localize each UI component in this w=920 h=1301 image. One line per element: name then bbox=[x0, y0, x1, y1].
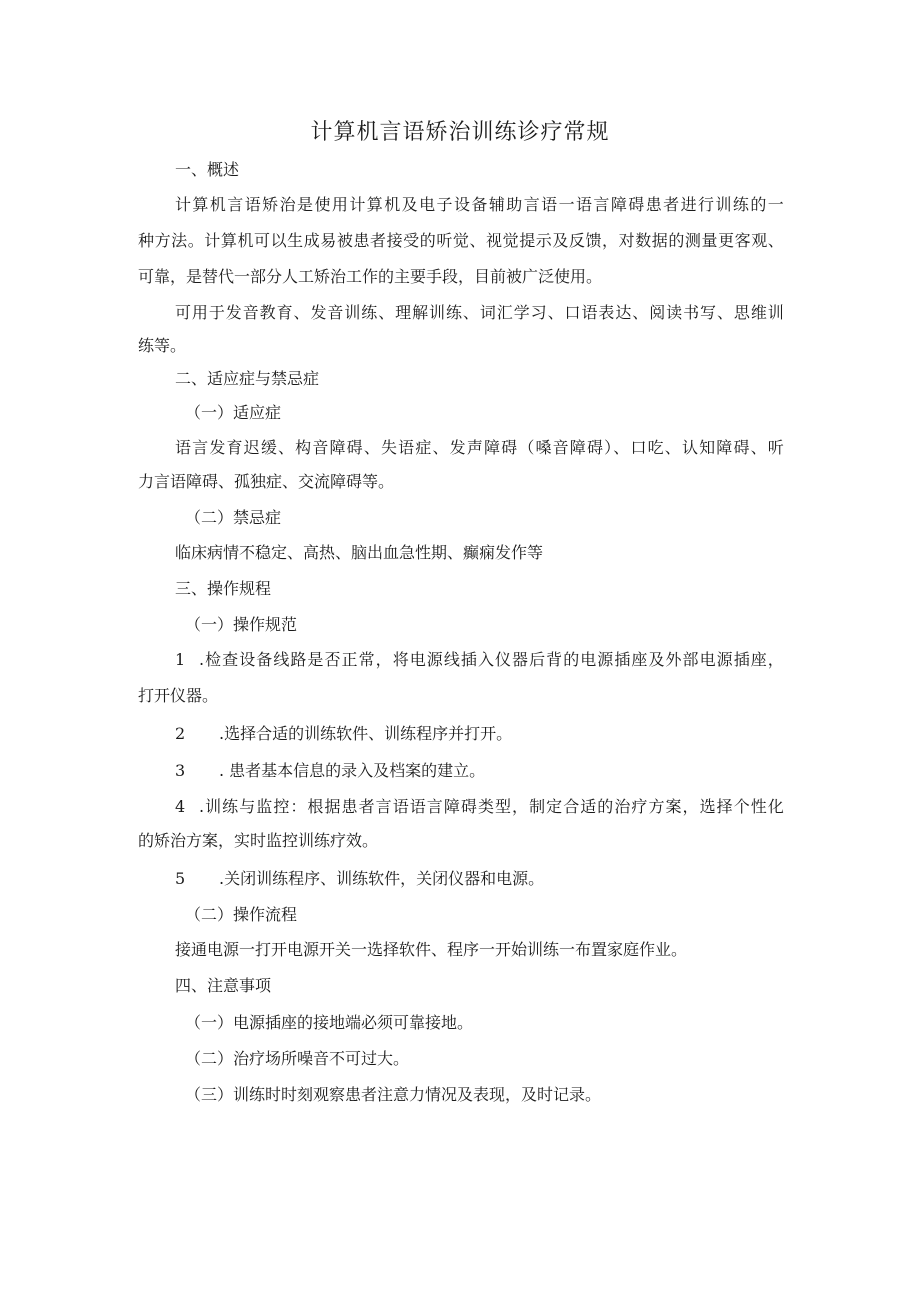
note-item: （一）电源插座的接地端必须可靠接地。 bbox=[185, 1013, 474, 1032]
step-text: .关闭训练程序、训练软件，关闭仪器和电源。 bbox=[219, 869, 545, 888]
note-item: （二）治疗场所噪音不可过大。 bbox=[185, 1049, 410, 1068]
step-number: 5 bbox=[175, 869, 186, 888]
paragraph-line: 计算机言语矫治是使用计算机及电子设备辅助言语一语言障碍患者进行训练的一 bbox=[175, 195, 784, 214]
paragraph-line: 练等。 bbox=[138, 336, 187, 355]
step-text: 打开仪器。 bbox=[138, 686, 219, 705]
paragraph-line: 可用于发音教育、发音训练、理解训练、词汇学习、口语表达、阅读书写、思维训 bbox=[175, 303, 784, 322]
paragraph-line: 可靠，是替代一部分人工矫治工作的主要手段，目前被广泛使用。 bbox=[138, 267, 603, 286]
step-text: .训练与监控：根据患者言语语言障碍类型，制定合适的治疗方案，选择个性化 bbox=[199, 797, 784, 816]
paragraph-line: 力言语障碍、孤独症、交流障碍等。 bbox=[138, 472, 395, 491]
step-number: 2 bbox=[175, 724, 186, 743]
step-number: 3 bbox=[175, 761, 186, 780]
note-item: （三）训练时时刻观察患者注意力情况及表现，及时记录。 bbox=[185, 1085, 602, 1104]
step-text: .检查设备线路是否正常，将电源线插入仪器后背的电源插座及外部电源插座， bbox=[199, 650, 784, 669]
heading-overview: 一、概述 bbox=[175, 160, 240, 179]
step-number: 4 bbox=[175, 797, 186, 816]
paragraph-line: 语言发育迟缓、构音障碍、失语症、发声障碍（嗓音障碍）、口吃、认知障碍、听 bbox=[175, 438, 784, 457]
step-text: .选择合适的训练软件、训练程序并打开。 bbox=[219, 724, 513, 743]
step-text: . 患者基本信息的录入及档案的建立。 bbox=[219, 761, 486, 780]
document-title: 计算机言语矫治训练诊疗常规 bbox=[310, 120, 610, 145]
step-text: 的矫治方案，实时监控训练疗效。 bbox=[138, 831, 379, 850]
heading-precautions: 四、注意事项 bbox=[175, 976, 272, 995]
subheading-contraindications: （二）禁忌症 bbox=[185, 508, 282, 527]
subheading-indications: （一）适应症 bbox=[185, 403, 282, 422]
paragraph-line: 临床病情不稳定、高热、脑出血急性期、癫痫发作等 bbox=[175, 543, 544, 562]
subheading-operation-spec: （一）操作规范 bbox=[185, 615, 298, 634]
step-number: 1 bbox=[175, 650, 186, 669]
subheading-operation-flow: （二）操作流程 bbox=[185, 905, 298, 924]
heading-procedure: 三、操作规程 bbox=[175, 579, 272, 598]
paragraph-line: 接通电源一打开电源开关一选择软件、程序一开始训练一布置家庭作业。 bbox=[175, 940, 688, 959]
heading-indications: 二、适应症与禁忌症 bbox=[175, 369, 320, 388]
paragraph-line: 种方法。计算机可以生成易被患者接受的听觉、视觉提示及反馈，对数据的测量更客观、 bbox=[138, 231, 784, 250]
